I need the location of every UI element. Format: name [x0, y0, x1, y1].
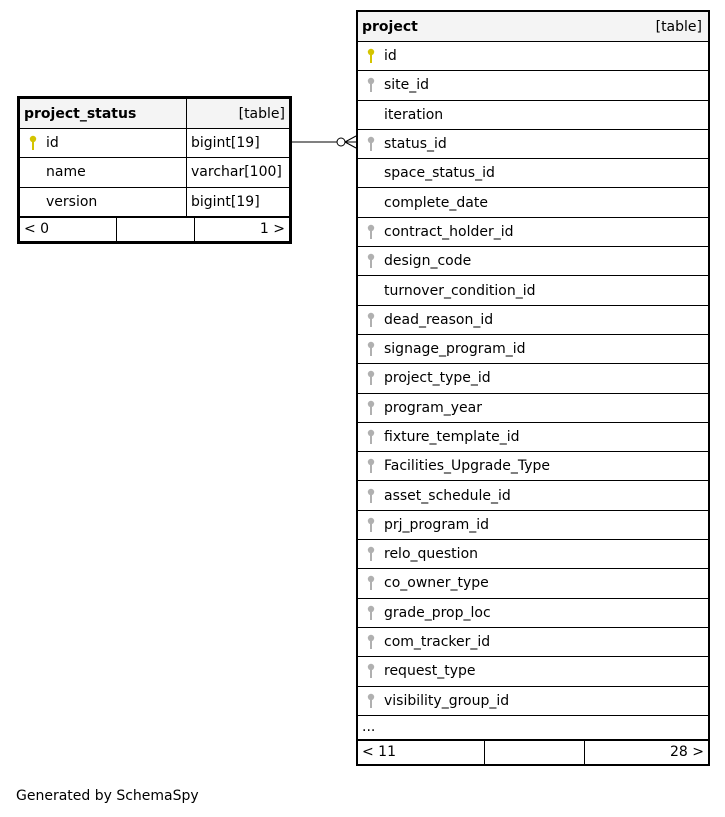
foreign-key-icon — [366, 458, 376, 474]
foreign-key-icon — [366, 136, 376, 152]
column-name[interactable]: fixture_template_id — [358, 422, 709, 451]
foreign-key-icon — [366, 77, 376, 93]
column-name[interactable]: version — [20, 187, 187, 216]
column-row[interactable] — [358, 393, 709, 422]
column-row[interactable] — [358, 276, 709, 305]
column-name[interactable]: turnover_condition_id — [358, 276, 709, 305]
more-columns-ellipsis: ... — [358, 715, 709, 739]
column-row[interactable] — [20, 158, 290, 187]
column-row[interactable] — [358, 247, 709, 276]
column-name[interactable]: relo_question — [358, 540, 709, 569]
foreign-key-icon — [366, 575, 376, 591]
column-name[interactable]: signage_program_id — [358, 334, 709, 363]
column-row[interactable] — [358, 159, 709, 188]
table-header — [358, 12, 709, 42]
column-name[interactable]: asset_schedule_id — [358, 481, 709, 510]
column-type: bigint[19] — [187, 129, 290, 158]
crows-foot-upper — [345, 136, 356, 142]
column-row[interactable] — [358, 217, 709, 246]
project-status-table[interactable] — [17, 96, 292, 244]
column-name[interactable]: request_type — [358, 657, 709, 686]
column-name[interactable]: contract_holder_id — [358, 217, 709, 246]
column-name[interactable]: id — [358, 42, 709, 71]
foreign-key-icon — [366, 634, 376, 650]
column-name[interactable]: id — [20, 129, 187, 158]
column-name[interactable]: iteration — [358, 100, 709, 129]
column-name[interactable]: com_tracker_id — [358, 627, 709, 656]
table-name[interactable]: project — [362, 18, 418, 35]
foreign-key-icon — [366, 517, 376, 533]
column-row[interactable] — [358, 452, 709, 481]
column-type: varchar[100] — [187, 158, 290, 187]
column-name[interactable]: project_type_id — [358, 364, 709, 393]
foreign-key-icon — [366, 370, 376, 386]
column-type: bigint[19] — [187, 187, 290, 216]
column-row[interactable] — [358, 510, 709, 539]
foreign-key-icon — [366, 429, 376, 445]
column-row[interactable] — [358, 686, 709, 715]
column-row[interactable] — [358, 481, 709, 510]
column-row[interactable] — [358, 598, 709, 627]
parent-count[interactable]: < 0 — [20, 217, 117, 241]
child-count[interactable]: 1 > — [195, 217, 290, 241]
child-count[interactable]: 28 > — [585, 740, 709, 764]
foreign-key-icon — [366, 224, 376, 240]
column-row[interactable] — [358, 422, 709, 451]
column-name[interactable]: name — [20, 158, 187, 187]
column-name[interactable]: grade_prop_loc — [358, 598, 709, 627]
foreign-key-icon — [366, 400, 376, 416]
foreign-key-icon — [366, 341, 376, 357]
foreign-key-icon — [366, 693, 376, 709]
crows-foot-lower — [345, 142, 356, 148]
column-name[interactable]: prj_program_id — [358, 510, 709, 539]
column-name[interactable]: design_code — [358, 247, 709, 276]
table-type-label: [table] — [655, 18, 702, 35]
column-row[interactable] — [20, 187, 290, 216]
column-row[interactable] — [358, 334, 709, 363]
column-row[interactable] — [358, 71, 709, 100]
column-name[interactable]: Facilities_Upgrade_Type — [358, 452, 709, 481]
column-row[interactable] — [358, 657, 709, 686]
column-row[interactable] — [358, 627, 709, 656]
column-row[interactable] — [358, 188, 709, 217]
foreign-key-icon — [366, 605, 376, 621]
column-name[interactable]: visibility_group_id — [358, 686, 709, 715]
foreign-key-icon — [366, 663, 376, 679]
column-name[interactable]: co_owner_type — [358, 569, 709, 598]
column-name[interactable]: dead_reason_id — [358, 305, 709, 334]
column-row[interactable] — [358, 569, 709, 598]
foreign-key-icon — [366, 312, 376, 328]
column-row[interactable] — [358, 305, 709, 334]
column-name[interactable]: program_year — [358, 393, 709, 422]
column-name[interactable]: space_status_id — [358, 159, 709, 188]
column-name[interactable]: status_id — [358, 129, 709, 158]
column-row[interactable] — [358, 364, 709, 393]
column-row[interactable] — [20, 129, 290, 158]
project-table[interactable] — [356, 10, 710, 766]
footer-spacer — [485, 740, 585, 764]
generated-by-note: Generated by SchemaSpy — [16, 788, 199, 804]
column-row[interactable] — [358, 42, 709, 71]
footer-spacer — [117, 217, 195, 241]
table-type-label: [table] — [187, 99, 290, 129]
column-name[interactable]: complete_date — [358, 188, 709, 217]
foreign-key-icon — [366, 488, 376, 504]
primary-key-icon — [366, 48, 376, 64]
foreign-key-icon — [366, 546, 376, 562]
column-row[interactable] — [358, 129, 709, 158]
column-name[interactable]: site_id — [358, 71, 709, 100]
primary-key-icon — [28, 135, 38, 151]
column-row[interactable] — [358, 540, 709, 569]
table-name[interactable]: project_status — [20, 99, 187, 129]
foreign-key-icon — [366, 253, 376, 269]
zero-cardinality-marker — [337, 138, 345, 146]
column-row[interactable] — [358, 100, 709, 129]
parent-count[interactable]: < 11 — [358, 740, 485, 764]
